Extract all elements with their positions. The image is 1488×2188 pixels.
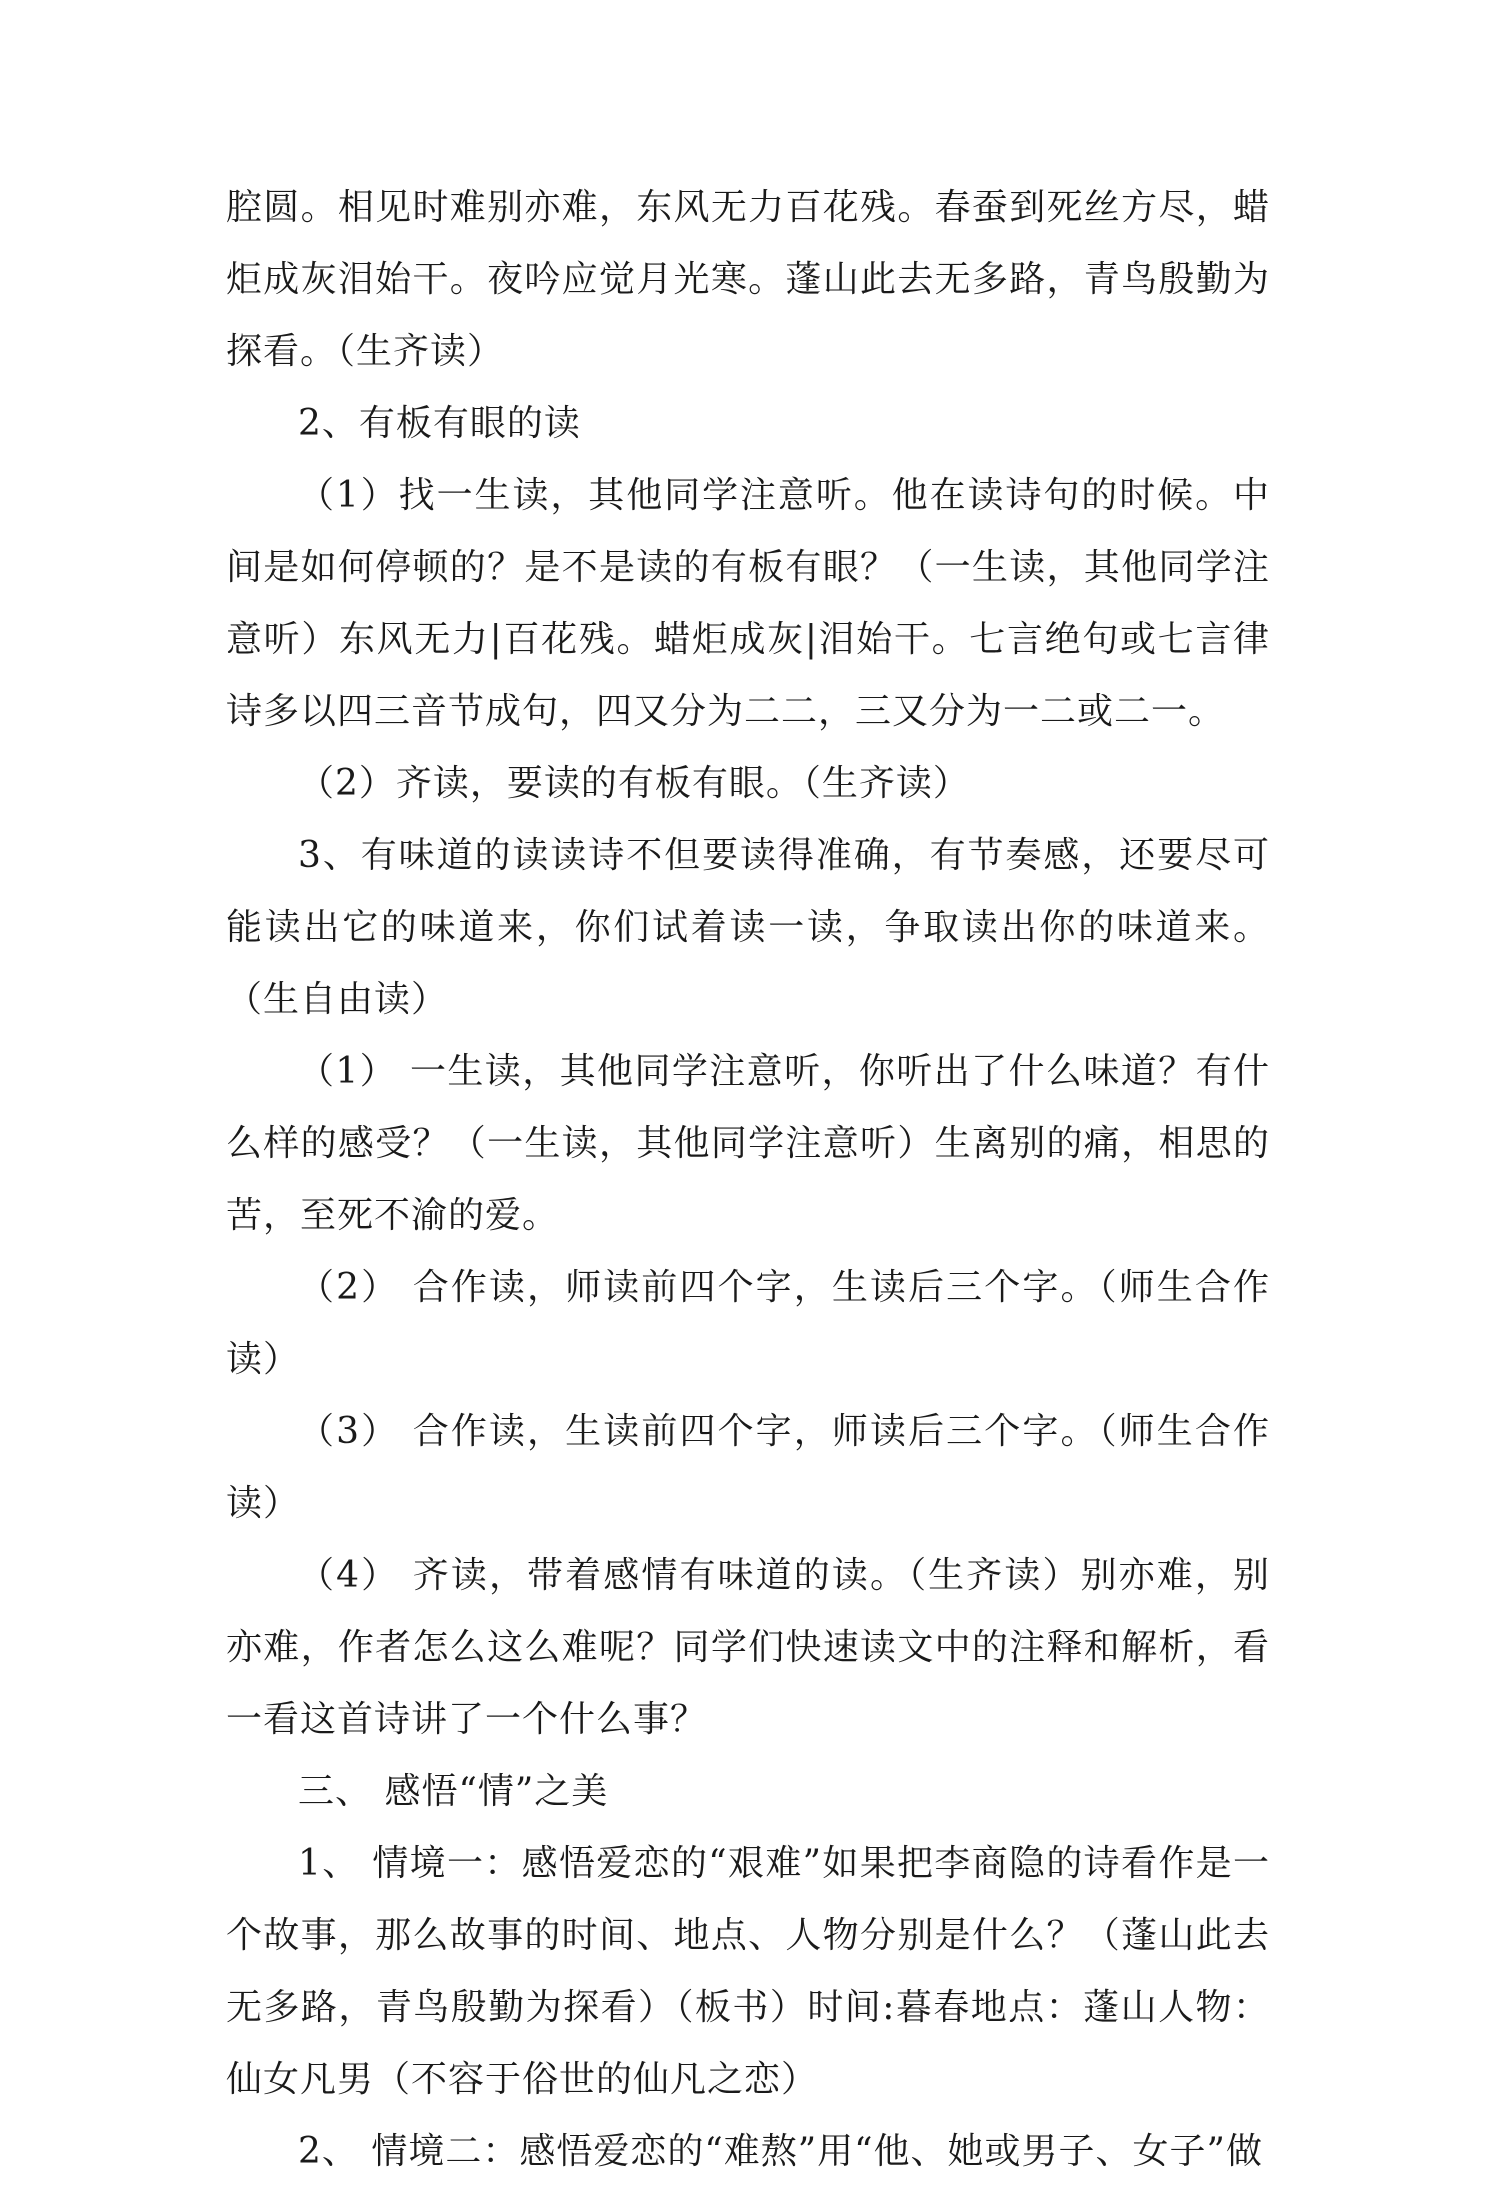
paragraph-scenario-one: 1、 情境一：感悟爱恋的“艰难”如果把李商隐的诗看作是一个故事，那么故事的时间、地点、人物分别是什么？（蓬山此去无多路，青鸟殷勤为探看）（板书）时间:暮春地点：蓬山人物：仙女凡男（不容于俗世的仙凡之恋） <box>226 1843 1270 2100</box>
paragraph-scenario-two: 2、 情境二：感悟爱恋的“难熬”用“他、她或男子、女子”做 <box>298 2131 1263 2172</box>
document-body <box>226 172 1270 2188</box>
paragraph-group-reading: （2）齐读，要读的有板有眼。（生齐读） <box>298 763 970 804</box>
paragraph-pause-reading: （1）找一生读，其他同学注意听。他在读诗句的时候。中间是如何停顿的？是不是读的有板有眼？（一生读，其他同学注意听）东风无力|百花残。蜡炬成灰|泪始干。七言绝句或七言律诗多以四三音节成句，四又分为二二，三又分为一二或二一。 <box>226 475 1270 732</box>
heading-flavor-reading: 3、有味道的读读诗不但要读得准确，有节奏感，还要尽可能读出它的味道来，你们试着读一读，争取读出你的味道来。（生自由读） <box>226 835 1270 1020</box>
heading-reading-rhythm: 2、有板有眼的读 <box>298 403 581 444</box>
paragraph-flavor-3: （3） 合作读，生读前四个字，师读后三个字。（师生合作读） <box>226 1411 1270 1524</box>
paragraph-flavor-4: （4） 齐读，带着感情有味道的读。（生齐读）别亦难，别亦难，作者怎么这么难呢？同学们快速读文中的注释和解析，看一看这首诗讲了一个什么事？ <box>226 1555 1270 1740</box>
paragraph-poem-continuation: 腔圆。相见时难别亦难，东风无力百花残。春蚕到死丝方尽，蜡炬成灰泪始干。夜吟应觉月光寒。蓬山此去无多路，青鸟殷勤为探看。（生齐读） <box>226 187 1270 372</box>
heading-section-three: 三、 感悟“情”之美 <box>298 1771 609 1812</box>
paragraph-flavor-1: （1） 一生读，其他同学注意听，你听出了什么味道？有什么样的感受？（一生读，其他同学注意听）生离别的痛，相思的苦，至死不渝的爱。 <box>226 1051 1270 1236</box>
paragraph-flavor-2: （2） 合作读，师读前四个字，生读后三个字。（师生合作读） <box>226 1267 1270 1380</box>
